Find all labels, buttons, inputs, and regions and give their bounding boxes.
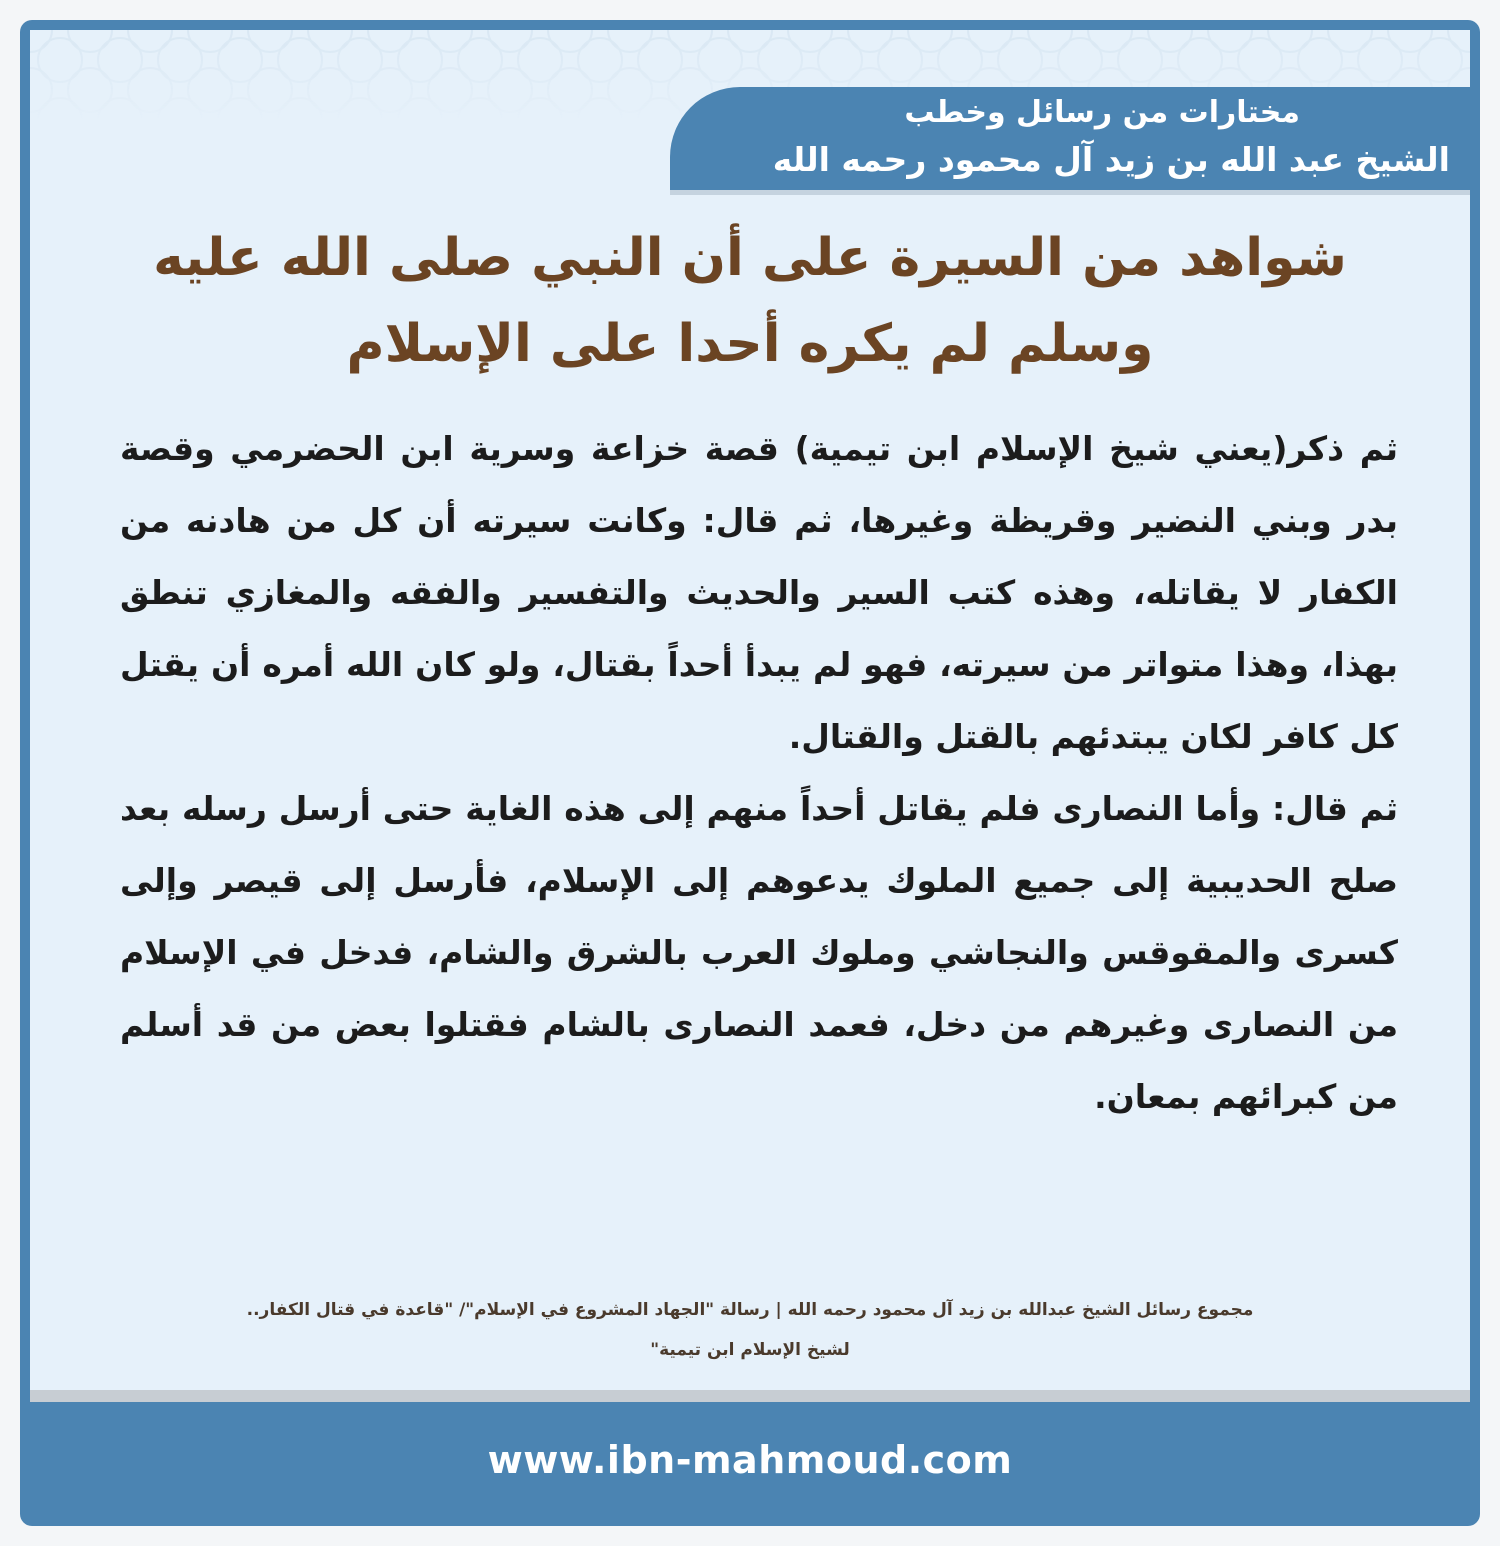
- series-title: مختارات من رسائل وخطب: [904, 95, 1300, 130]
- citation-line-2: لشيخ الإسلام ابن تيمية": [650, 1340, 850, 1360]
- source-citation: [120, 1290, 1380, 1370]
- citation-line-1: مجموع رسائل الشيخ عبدالله بن زيد آل محمود رحمه الله | رسالة "الجهاد المشروع في الإسلام"/ "قاعدة في قتال الكفار..: [246, 1300, 1254, 1320]
- article-title: [90, 215, 1410, 387]
- footer-divider: [30, 1390, 1470, 1402]
- title-line-2: وسلم لم يكره أحدا على الإسلام: [346, 314, 1154, 374]
- author-name: الشيخ عبد الله بن زيد آل محمود رحمه الله: [772, 140, 1450, 179]
- post-card: [20, 20, 1480, 1526]
- paragraph-2: ثم قال: وأما النصارى فلم يقاتل أحداً منهم إلى هذه الغاية حتى أرسل رسله بعد صلح الحديبية إلى جميع الملوك يدعوهم إلى الإسلام، فأرسل إلى قيصر وإلى كسرى والمقوقس والنجاشي وملوك العرب بالشرق والشام، فدخل في الإسلام من النصارى وغيرهم من دخل، فعمد النصارى بالشام فقتلوا بعض من قد أسلم من كبرائهم بمعان.: [120, 789, 1398, 1116]
- series-header: [670, 87, 1470, 195]
- paragraph-1: ثم ذكر(يعني شيخ الإسلام ابن تيمية) قصة خزاعة وسرية ابن الحضرمي وقصة بدر وبني النضير وقريظة وغيرها، ثم قال: وكانت سيرته أن كل من هادنه من الكفار لا يقاتله، وهذه كتب السير والحديث والتفسير والفقه والمغازي تنطق بهذا، وهذا متواتر من سيرته، فهو لم يبدأ أحداً بقتال، ولو كان الله أمره أن يقتل كل كافر لكان يبتدئهم بالقتل والقتال.: [120, 429, 1398, 756]
- website-link[interactable]: www.ibn-mahmoud.com: [487, 1438, 1013, 1482]
- title-line-1: شواهد من السيرة على أن النبي صلى الله عليه: [153, 228, 1347, 288]
- content-panel: [30, 30, 1470, 1390]
- article-body: [120, 413, 1398, 1133]
